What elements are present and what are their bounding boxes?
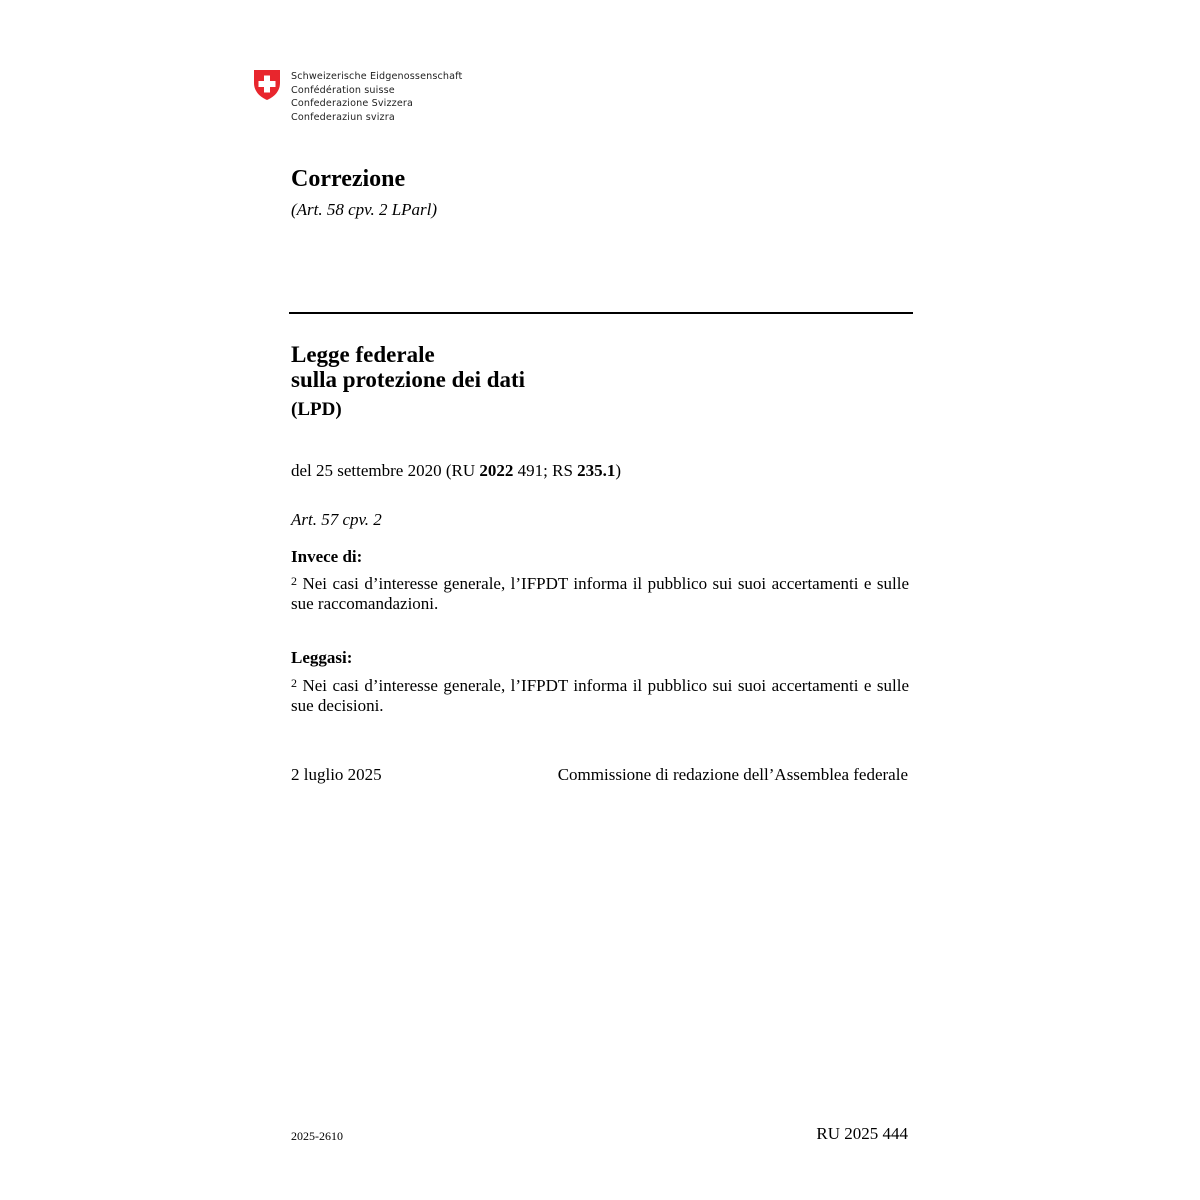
law-title-line: Legge federale: [291, 342, 435, 367]
law-title-line: sulla protezione dei dati: [291, 367, 526, 392]
paragraph-number: 2: [291, 574, 297, 588]
confederation-name-it: Confederazione Svizzera: [291, 98, 414, 110]
confederation-names: [291, 70, 462, 124]
read-paragraph: [291, 676, 909, 716]
confederation-name-fr: Confédération suisse: [291, 84, 395, 96]
law-date: [291, 460, 621, 482]
law-abbreviation: (LPD): [291, 399, 342, 420]
page-title: Correzione: [291, 166, 406, 192]
read-label: Leggasi:: [291, 648, 353, 667]
law-date-suffix: ): [615, 461, 622, 480]
article-reference: Art. 57 cpv. 2: [291, 510, 382, 529]
read-text: Nei casi d’interesse generale, l’IFPDT informa il pubblico sui suoi accertamenti e sulle sue decisioni.: [291, 676, 909, 715]
signature-date: 2 luglio 2025: [291, 765, 382, 784]
signature-body: Commissione di redazione dell’Assemblea federale: [557, 765, 908, 784]
rs-number: 235.1: [577, 461, 616, 480]
instead-text: Nei casi d’interesse generale, l’IFPDT informa il pubblico sui suoi accertamenti e sulle sue raccomandazioni.: [291, 574, 909, 613]
law-date-sep: 491; RS: [513, 461, 578, 480]
ru-reference: RU 2025 444: [816, 1124, 908, 1143]
instead-paragraph: [291, 574, 909, 614]
document-number: 2025-2610: [291, 1129, 343, 1143]
divider: [289, 312, 913, 314]
law-date-prefix: del 25 settembre 2020 (RU: [291, 461, 480, 480]
swiss-cross-icon: [253, 69, 281, 106]
instead-label: Invece di:: [291, 547, 363, 566]
page-subtitle: (Art. 58 cpv. 2 LParl): [291, 200, 438, 219]
confederation-name-de: Schweizerische Eidgenossenschaft: [291, 71, 463, 82]
ru-year: 2022: [479, 461, 514, 480]
law-title: [291, 342, 525, 392]
confederation-name-rm: Confederaziun svizra: [291, 111, 395, 123]
paragraph-number: 2: [291, 676, 297, 690]
